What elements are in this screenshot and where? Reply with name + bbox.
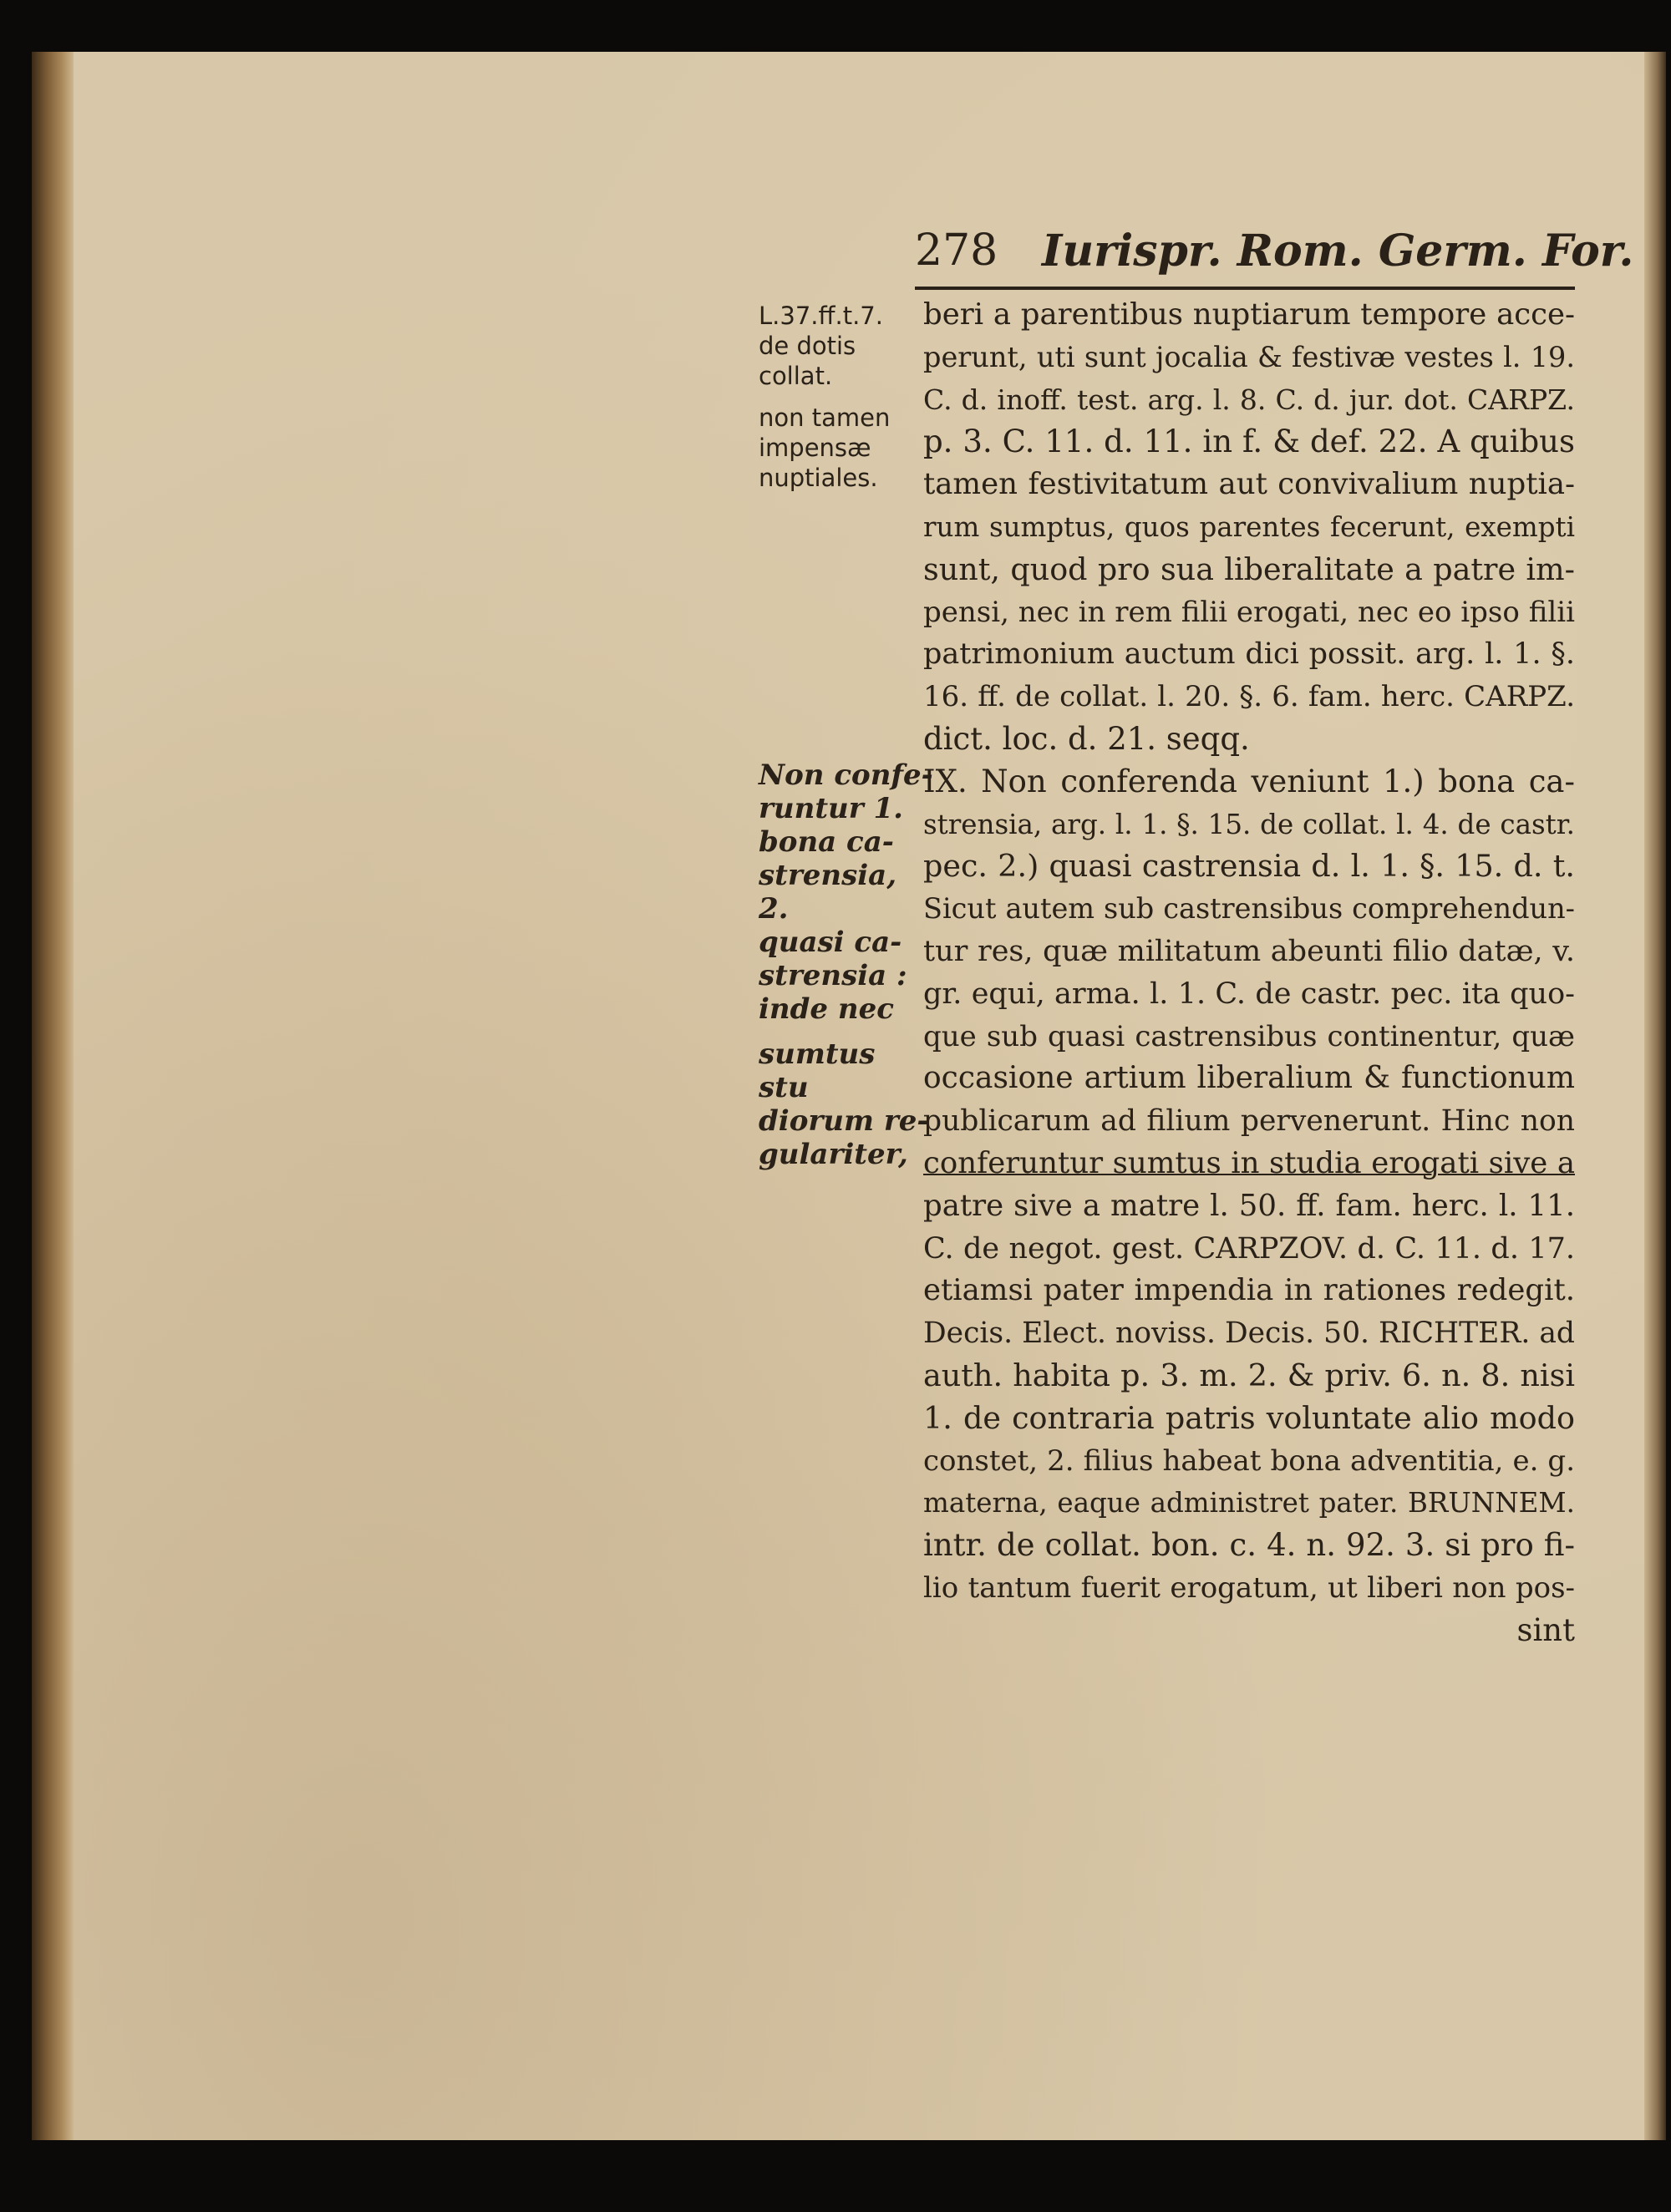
text-line: p. 3. C. 11. d. 11. in f. & def. 22. A quibus xyxy=(923,424,1575,460)
margin-line: gulariter, xyxy=(759,1138,908,1171)
text-line: auth. habita p. 3. m. 2. & priv. 6. n. 8. nisi xyxy=(923,1357,1575,1393)
text-line: rum sumptus, quos parentes fecerunt, exempti xyxy=(923,510,1575,543)
text-line: constet, 2. filius habeat bona adventitia, e. g. xyxy=(923,1443,1575,1478)
text-line: Decis. Elect. noviss. Decis. 50. RICHTER. ad xyxy=(923,1317,1575,1351)
text-line-underlined: conferuntur sumtus in studia erogati sive a xyxy=(923,1145,1575,1180)
text-line: IX. Non conferenda veniunt 1.) bona ca- xyxy=(923,763,1575,799)
text-line: 1. de contraria patris voluntate alio modo xyxy=(923,1399,1575,1436)
text-line: sunt, quod pro sua liberalitate a patre im- xyxy=(923,550,1575,587)
margin-line: diorum re- xyxy=(759,1104,929,1138)
text-line: pec. 2.) quasi castrensia d. l. 1. §. 15. d. t. xyxy=(923,848,1575,885)
text-line: materna, eaque administret pater. BRUNNEM. xyxy=(923,1487,1575,1519)
margin-line: collat. xyxy=(759,362,833,390)
book-spine xyxy=(32,52,74,2140)
margin-line: quasi ca- xyxy=(759,926,902,959)
page-edge xyxy=(1644,52,1666,2140)
text-line: publicarum ad filium pervenerunt. Hinc non xyxy=(923,1104,1575,1139)
text-line: occasione artium liberalium & functionum xyxy=(923,1061,1575,1096)
text-line: strensia, arg. l. 1. §. 15. de collat. l. 4. de castr. xyxy=(923,808,1575,840)
text-line: dict. loc. d. 21. seqq. xyxy=(923,720,1250,757)
margin-notes xyxy=(759,301,933,1171)
text-line: patre sive a matre l. 50. ff. fam. herc. l. 11. xyxy=(923,1188,1575,1223)
header-rule xyxy=(915,287,1575,290)
margin-line: sumtus stu xyxy=(759,1038,876,1104)
margin-line: strensia : xyxy=(759,959,907,992)
margin-line: non tamen xyxy=(759,403,891,432)
text-line: intr. de collat. bon. c. 4. n. 92. 3. si pro fi- xyxy=(923,1527,1575,1564)
margin-line: impensæ xyxy=(759,434,871,462)
text-line: Sicut autem sub castrensibus comprehendun- xyxy=(923,892,1575,926)
text-line: perunt, uti sunt jocalia & festivæ vestes l. 19. xyxy=(923,340,1575,373)
text-line: que sub quasi castrensibus continentur, quæ xyxy=(923,1019,1575,1053)
page-number: 278 xyxy=(915,226,998,276)
running-title: Iurispr. Rom. Germ. For. xyxy=(1042,226,1634,276)
text-line: 16. ff. de collat. l. 20. §. 6. fam. herc. CARPZ. xyxy=(923,680,1575,714)
text-line: C. d. inoff. test. arg. l. 8. C. d. jur. dot. CARPZ. xyxy=(923,383,1575,416)
margin-note-sumtus xyxy=(759,1038,934,1171)
margin-line: Non confe- xyxy=(759,758,933,792)
margin-line: runtur 1. xyxy=(759,792,904,825)
text-line: patrimonium auctum dici possit. arg. l. 1. §. xyxy=(923,637,1575,672)
margin-line: strensia, 2. xyxy=(759,859,897,926)
text-line: beri a parentibus nuptiarum tempore acce- xyxy=(923,297,1575,332)
margin-line: L.37.ff.t.7. xyxy=(759,302,883,330)
text-line: tur res, quæ militatum abeunti filio datæ, v. xyxy=(923,934,1575,968)
text-line: lio tantum fuerit erogatum, ut liberi non pos- xyxy=(923,1570,1575,1605)
body-text xyxy=(923,294,1575,1652)
text-line: tamen festivitatum aut convivalium nuptia- xyxy=(923,467,1575,502)
margin-line: bona ca- xyxy=(759,825,894,859)
margin-note-castrensia xyxy=(759,758,934,1026)
margin-note-citation xyxy=(759,301,926,391)
margin-line: nuptiales. xyxy=(759,464,878,492)
text-line: C. de negot. gest. CARPZOV. d. C. 11. d. 17. xyxy=(923,1231,1575,1266)
text-line: pensi, nec in rem filii erogati, nec eo ipso filii xyxy=(923,595,1575,629)
catchword: sint xyxy=(1516,1611,1575,1648)
margin-note-nuptiales xyxy=(759,403,926,493)
margin-line: de dotis xyxy=(759,332,856,360)
margin-line: inde nec xyxy=(759,992,894,1026)
text-line: etiamsi pater impendia in rationes redegit. xyxy=(923,1273,1575,1308)
text-line: gr. equi, arma. l. 1. C. de castr. pec. ita quo- xyxy=(923,977,1575,1011)
